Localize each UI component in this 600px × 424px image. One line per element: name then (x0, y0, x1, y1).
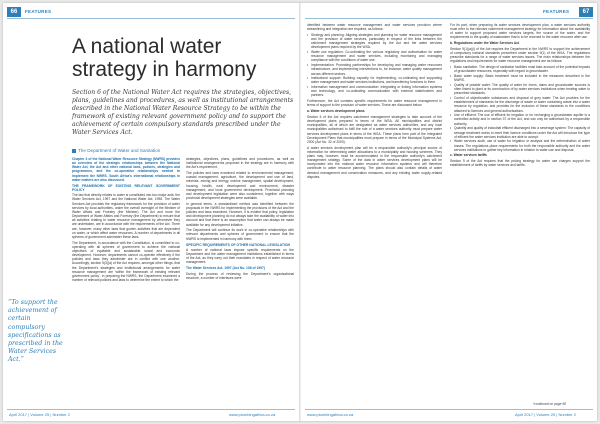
body-paragraph: The Department, in accordance with the Constitution, is committed to co-operating with all spheres of government to achieve the national objectives of equitable and sustainable social and economic development. However, departments cannot co-operate effectively if the policies and laws they administer are in conflict with one another. Accordingly, section 5(3)(a) of the Act requires, amongst other things, that the Department's strategies and institutional arrangements for water resource management are 'within the framework of existing relevant government policy'. In preparing the NWRS, the Department examined a number of relevant policies and laws to determine the extent to which the (72, 240, 180, 282)
intro-paragraph: Chapter 3 of the National Water Resource Strategy (NWRS) provides an overview of the strategic relationships between the National Water Act, the Act and other national laws, policies, strategies and programmes, and the co-operative relationships needed to implement the NWRS. South Africa's international relationships in water matters are also discussed. (72, 157, 180, 182)
list-item: • Water use regulation: Co-ordinating the various regulatory and authorisation for water resource management and water services, including monitoring and managing compliance with the conditions of water use. (307, 50, 442, 62)
body-paragraph: identified between water resource management and water services provision where streamlining and integration are required, as follows: (307, 23, 442, 32)
body-paragraph: A number of national laws impose specific requirements on the Department and the water management institutions established in terms of the Act, as they carry out their mandates in respect of water resource management. (186, 247, 294, 265)
section-heading: THE FRAMEWORK OF EXISTING RELEVANT GOVERNMENT POLICY (72, 183, 180, 193)
byline-text: The Department of Water and Sanitation (78, 148, 161, 153)
article-title: A national water strategy in harmony (72, 35, 257, 81)
list-item: • Water services audit, use of water for irrigation or analysis and the determination of water losses: The regulations place requirements for both the responsible authority and the water services institutions to gather key information in relation to water use and disposal. (450, 139, 590, 151)
left-page-number: 66 (7, 7, 21, 17)
subheading: The Water Services Act, 1997 (Act No. 108 of 1997) (186, 266, 265, 271)
body-paragraph: strategies, objectives, plans, guidelines and procedures, as well as institutional arrangements proposed in the strategy are in harmony with the Act's requirement. (186, 157, 294, 170)
right-header-rule (305, 18, 593, 19)
article-standfirst: Section 6 of the National Water Act requires the strategies, objectives, plans, guidelines and procedures, as well as institutional arrangements described in the National Water Resource Strategy to be within the framework of existing relevant government policy and to support the achievement of certain compulsory standards prescribed under the Water Services Act. (72, 89, 294, 137)
list-item: • Basic sanitation: The design of sanitation facilities must take account of the potential impacts of groundwater resources, especially with regard to groundwater. (450, 65, 590, 73)
list-item: • Strategy and planning: Aligning strategies and planning for water resource management and the provision of water services, particularly in respect of the links between the catchment management strategies required by the Act and the water services development plans required by the WSA. (307, 33, 442, 50)
magazine-spread (3, 3, 597, 421)
list-item: • Quality of potable water: The quality of water for rivers, dams and groundwater sources is often linked to plant or its construction of by water services institutions when treating water to prescribed standards. (450, 83, 590, 95)
bullet-list (307, 33, 442, 98)
subheading: b. Regulations under the Water Services Act (450, 41, 520, 46)
left-column-1 (72, 157, 180, 284)
pull-quote: “To support the achievement of certain compulsory specifications as prescribed in the Water Services Act.” (8, 299, 63, 364)
right-column-1 (307, 23, 442, 180)
body-paragraph: The law that directly relates to water is constituted into two major acts: the Water Services Act, 1997 and the National Water Act, 1998. The Water Services Act provides the regulatory framework for the provision of water services by local authorities, under the overall oversight of the Minister of Water Affairs and Forestry (the Minister). The Act and more the Department of Water Affairs and Forestry (the Department) to ensure that all activities relating to water resource management by whomever they are undertaken, are in accordance with the requirements of the Act. There are, however, many other laws that govern activities that are dependent on water, or which affect water resources. A number of departments in all spheres of government administer these laws. (72, 193, 180, 239)
body-paragraph: Section 6 of the Act requires catchment management strategies to take account of the development plans prepared in terms of the WSA. All municipalities and district municipalities, all of which are designated as water services authorities, and any local municipalities authorised to fulfil the role of a water services authority must prepare water services development plans in terms of the WSA. These plans form part of the Integrated Development Plans that municipalities must prepare in terms of the Municipal Systems Act, 2000 (Act No. 32 of 2000). (307, 114, 442, 144)
left-footer-issue: April 2017 | Volume 25 | Number 2 (9, 412, 70, 417)
body-paragraph: Section 9 of the Act requires that the pricing strategy for water use charges support the establishment of tariffs by water services and tariffs. (450, 159, 590, 168)
body-paragraph: The policies and laws examined related to environmental management, coastal management, agriculture, the development and use of land, minerals, mining and energy, marine management, spatial development, housing, health, rural development and environment, disaster management, and local government development. Provincial planning and development legislation were also considered, together with ways provincial development strategies were available. (186, 171, 294, 200)
body-paragraph: Furthermore, the Act contains specific requirements for water resource management in terms of support to the provision of water services. These are discussed below. (307, 99, 442, 108)
list-item: • Information management and communication: Integrating or linking information systems and technology, and co-ordinating communication with external stakeholders and partners. (307, 85, 442, 97)
body-paragraph: For its part, when preparing its water services development plan, a water services authority must refer to the relevant catchment management strategy for information about the availability of water to support proposed water services targets, the source of the water, and the requirements to the quality of wastewater that is to be returned to the water resource after use. (450, 23, 590, 40)
body-paragraph: During the process of reviewing the Department's organisational structure, a number of interfaces were (186, 271, 294, 281)
list-item: • Basic water supply: Basic treatment must be included in the measures described in the NWRS. (450, 74, 590, 82)
right-section-label: FEATURES (543, 9, 570, 14)
bullet-list (450, 65, 590, 152)
subheading: c. Water services tariffs (450, 153, 487, 158)
right-page-number: 67 (579, 7, 593, 17)
page-gutter (299, 3, 301, 421)
list-item: • Control of objectionable substances and disposal of grey water: The Act provides for the establishment of standards for the discharge of waste or water containing waste into a water resource by regulation, and provides for the inclusion of these standards to the conditions attached to licences and general authorisations. (450, 96, 590, 113)
section-heading: SPECIFIC REQUIREMENTS OF OTHER NATIONAL LEGISLATION (186, 242, 290, 247)
right-footer-url: www.plumbingafrica.co.za (307, 412, 354, 417)
left-column-2 (186, 157, 294, 282)
list-item: • Institutional support: Building capacity for implementing, co-ordinating and supporting water management and water services institutions, and transferring functions to them. (307, 76, 442, 84)
body-paragraph: The Department will continue its work in co-operative relationships with relevant departments and spheres of government to ensure that the NWRS is implemented in harmony with them. (186, 228, 294, 241)
article-byline (72, 148, 294, 153)
right-footer-issue: April 2017 | Volume 25 | Number 2 (515, 412, 576, 417)
right-column-2 (450, 23, 590, 169)
left-footer-rule (7, 409, 295, 410)
right-footer-rule (305, 409, 593, 410)
list-item: • Quantity and quality of industrial effluent discharged into a sewerage system: The capacity of sewage treatment works to meet their licence conditions under the Act will introduce the type of effluent the water services institution are able to accept. (450, 126, 590, 138)
subheading: a. Water services development plans (307, 109, 365, 114)
left-header-rule (7, 18, 295, 19)
list-item: • Use of effluent: The use of effluent for irrigation or for recharging a groundwater aquifer is a controlled activity and in section 37 of the Act, and can only be authorised by a responsible authority. (450, 113, 590, 125)
list-item: • Implementation: Promoting partnerships for developing and managing water resources infrastructure, and implementing interventions to, for instance, water quality management across different sectors. (307, 63, 442, 75)
left-section-label: FEATURES (25, 9, 52, 14)
left-footer-url: www.plumbingafrica.co.za (229, 412, 276, 417)
body-paragraph: Section 9(1)(a)(i) of the Act requires the Department in the NWRS to support the achievement of compulsory national standards prescribed under section 9(1) of the WSA. The regulations prescribe standards for a range of water services issues. The main relationships between the regulations and requirements for water resource management are as follows: (450, 46, 590, 64)
body-paragraph: In general terms, a standardised method was identified between the proposals in the NWRS for implementing the provisions of the Act and the policies and laws examined. However, it is evident that policy, legislation and development planning do not always take the availability of water into account and that there is an assumption that water can always be made available for any development initiative. (186, 201, 294, 227)
byline-square-icon (72, 149, 76, 153)
continued-note: *continued on page 68 (533, 402, 566, 406)
body-paragraph: A water services development plan will be a responsible authority's principal source of information for determining water allocations to a municipality and housing schemes. They plans may, however, must be accommodated in the responsible authority's catchment management strategy. Some of the data in water services development plans will be incorporated into the national water resource information systems and will therefore contribute to water resource planning. The plans should also contain details of water demand management and conservation measures, and any existing water supply-related disputes. (307, 145, 442, 179)
